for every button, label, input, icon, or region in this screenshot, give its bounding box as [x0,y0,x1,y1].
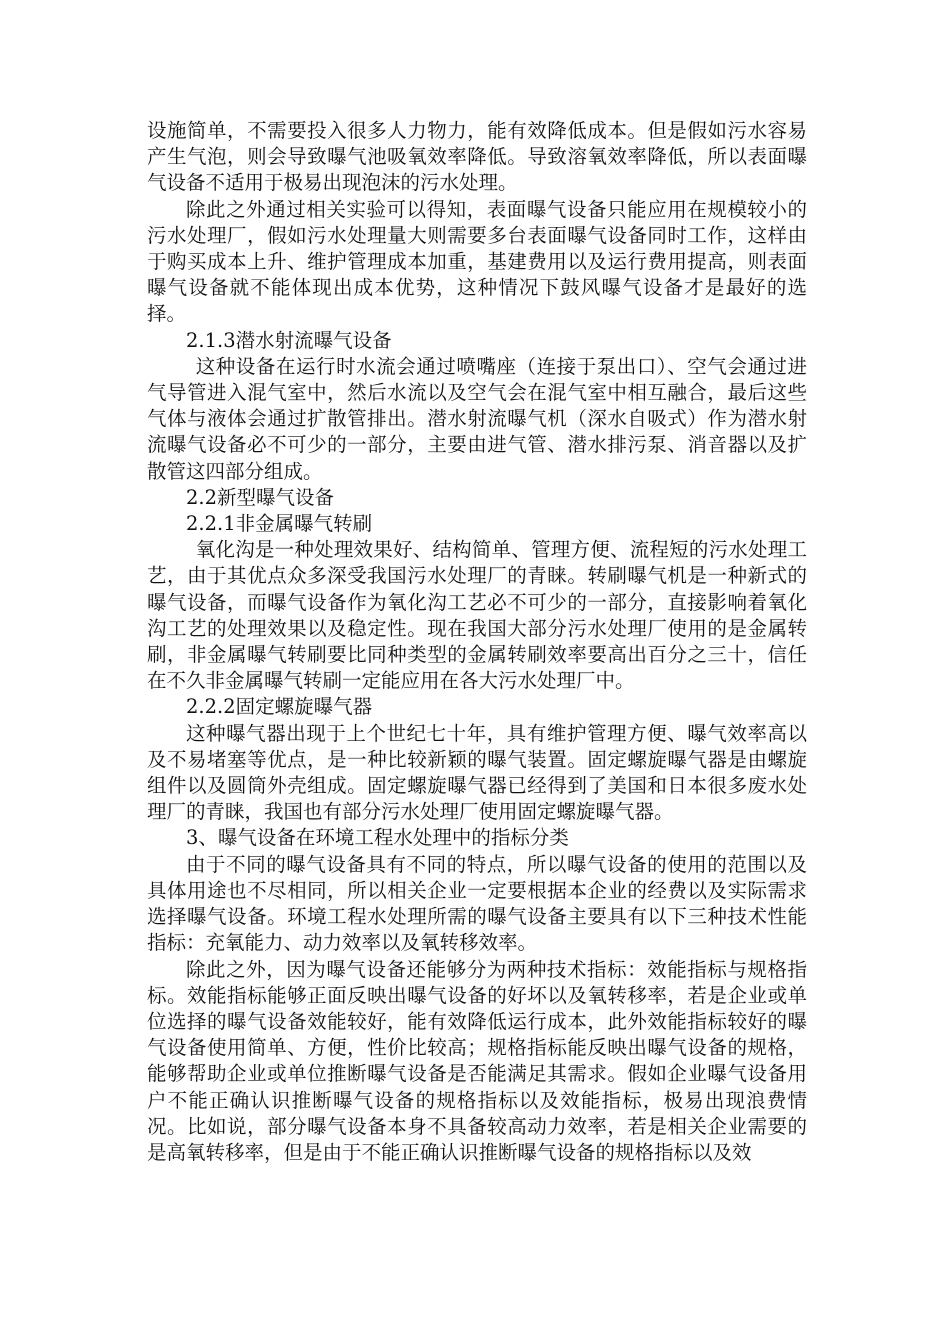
paragraph-performance-indicators: 由于不同的曝气设备具有不同的特点，所以曝气设备的使用的范围以及具体用途也不尽相同，所以相关企业一定要根据本企业的经费以及实际需求选择曝气设备。环境工程水处理所需的曝气设备主要具有以下三种技术性能指标：充氧能力、动力效率以及氧转移效率。 [147,852,807,955]
document-page [147,118,807,1166]
paragraph-surface-aeration-scale: 除此之外通过相关实验可以得知，表面曝气设备只能应用在规模较小的污水处理厂，假如污水处理量大则需要多台表面曝气设备同时工作，这样由于购买成本上升、维护管理成本加重，基建费用以及运行费用提高，则表面曝气设备就不能体现出成本优势，这种情况下鼓风曝气设备才是最好的选择。 [147,197,807,326]
paragraph-surface-aeration-cont: 设施简单，不需要投入很多人力物力，能有效降低成本。但是假如污水容易产生气泡，则会导致曝气池吸氧效率降低。导致溶氧效率降低，所以表面曝气设备不适用于极易出现泡沫的污水处理。 [147,119,807,195]
paragraph-jet-aeration: 这种设备在运行时水流会通过喷嘴座（连接于泵出口）、空气会通过进气导管进入混气室中，然后水流以及空气会在混气室中相互融合，最后这些气体与液体会通过扩散管排出。潜水射流曝气机（深水自吸式）作为潜水射流曝气设备必不可少的一部分，主要由进气管、潜水排污泵、消音器以及扩散管这四部分组成。 [147,354,807,483]
heading-2-1-3: 2.1.3潜水射流曝气设备 [186,328,392,352]
paragraph-nonmetal-brush: 氧化沟是一种处理效果好、结构简单、管理方便、流程短的污水处理工艺，由于其优点众多深受我国污水处理厂的青睐。转刷曝气机是一种新式的曝气设备，而曝气设备作为氧化沟工艺必不可少的一部分，直接影响着氧化沟工艺的处理效果以及稳定性。现在我国大部分污水处理厂使用的是金属转刷，非金属曝气转刷要比同种类型的金属转刷效率要高出百分之三十，信任在不久非金属曝气转刷一定能应用在各大污水处理厂中。 [147,538,807,693]
paragraph-efficiency-spec-indicators: 除此之外，因为曝气设备还能够分为两种技术指标：效能指标与规格指标。效能指标能够正面反映出曝气设备的好坏以及氧转移率，若是企业或单位选择的曝气设备效能较好，能有效降低运行成本，此外效能指标较好的曝气设备使用简单、方便，性价比较高；规格指标能反映出曝气设备的规格，能够帮助企业或单位推断曝气设备是否能满足其需求。假如企业曝气设备用户不能正确认识推断曝气设备的规格指标以及效能指标，极易出现浪费情况。比如说，部分曝气设备本身不具备较高动力效率，若是相关企业需要的是高氧转移率，但是由于不能正确认识推断曝气设备的规格指标以及效 [147,957,807,1164]
heading-3: 3、曝气设备在环境工程水处理中的指标分类 [186,826,569,850]
heading-2-2-2: 2.2.2固定螺旋曝气器 [186,695,373,719]
heading-2-2: 2.2新型曝气设备 [186,485,335,509]
paragraph-spiral-aerator: 这种曝气器出现于上个世纪七十年，具有维护管理方便、曝气效率高以及不易堵塞等优点，是一种比较新颖的曝气装置。固定螺旋曝气器是由螺旋组件以及圆筒外壳组成。固定螺旋曝气器已经得到了美国和日本很多废水处理厂的青睐，我国也有部分污水处理厂使用固定螺旋曝气器。 [147,721,807,824]
heading-2-2-1: 2.2.1非金属曝气转刷 [186,512,373,536]
